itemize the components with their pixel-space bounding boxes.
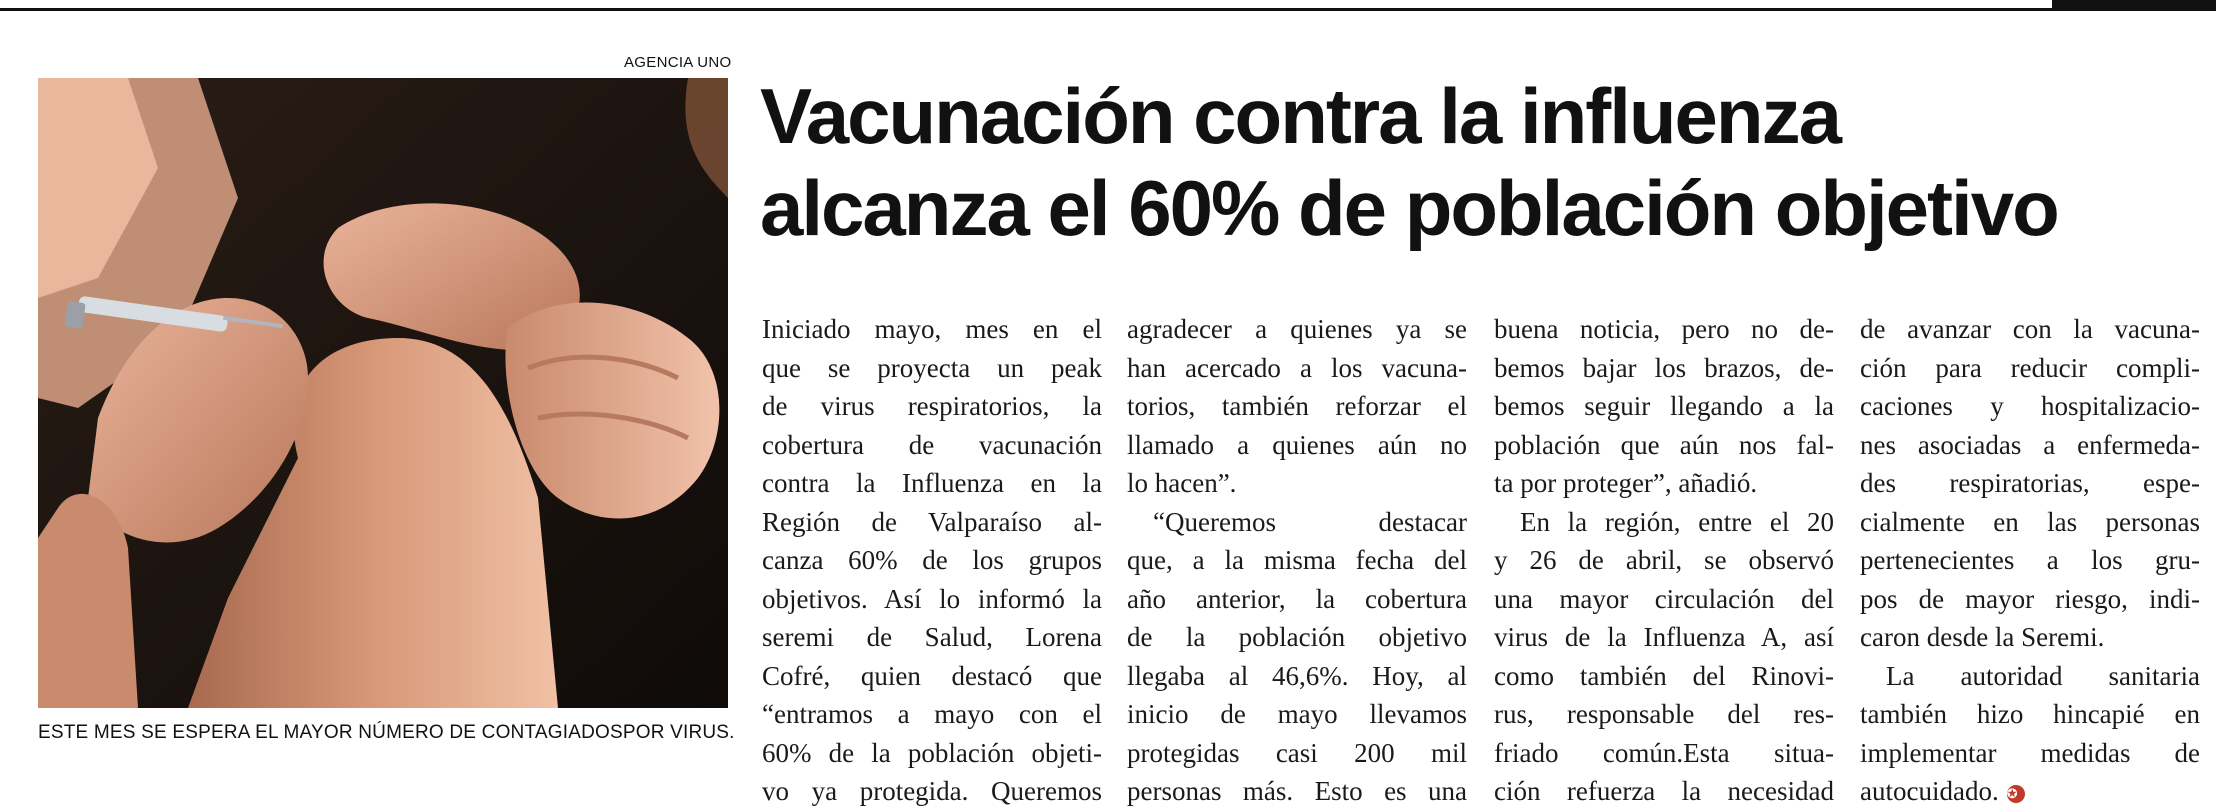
body-line: agradecer a quienes ya se <box>1127 314 1467 344</box>
body-line: que se proyecta un peak <box>762 352 1102 383</box>
body-column-4 <box>1860 310 2200 811</box>
headline-line: Vacunación contra la influenza <box>760 72 1840 160</box>
body-line: canza 60% de los grupos <box>762 545 1102 575</box>
body-line: caron desde la Seremi. <box>1860 622 2105 652</box>
body-line: cialmente en las personas <box>1860 506 2200 537</box>
body-line: protegidas casi 200 mil <box>1127 737 1467 768</box>
body-line: contra la Influenza en la <box>762 468 1102 498</box>
body-line: implementar medidas de <box>1860 737 2200 768</box>
top-rule <box>0 8 2216 11</box>
body-line: ción para reducir compli- <box>1860 352 2200 383</box>
body-line: de avanzar con la vacuna- <box>1860 314 2200 344</box>
body-line: objetivos. Así lo informó la <box>762 583 1102 614</box>
body-line: “Queremos destacar <box>1153 506 1467 537</box>
body-line: virus de la Influenza A, así <box>1494 622 1834 652</box>
end-of-article-icon: ✪ <box>2007 785 2025 803</box>
body-line: Región de Valparaíso al- <box>762 506 1102 537</box>
body-line: seremi de Salud, Lorena <box>762 622 1102 652</box>
body-line: torios, también reforzar el <box>1127 391 1467 421</box>
body-line: pertenecientes a los gru- <box>1860 545 2200 575</box>
body-line: La autoridad sanitaria <box>1886 660 2200 691</box>
body-line: des respiratorias, espe- <box>1860 468 2200 498</box>
headline <box>760 70 2200 254</box>
body-line: ta por proteger”, añadió. <box>1494 468 1758 498</box>
body-line: En la región, entre el 20 <box>1520 506 1834 537</box>
body-line-text: autocuidado. <box>1860 776 1999 806</box>
body-column-1 <box>762 310 1102 811</box>
body-column-2 <box>1127 310 1467 811</box>
body-line: Iniciado mayo, mes en el <box>762 314 1102 344</box>
body-line: personas más. Esto es una <box>1127 776 1467 806</box>
body-line: bemos bajar los brazos, de- <box>1494 352 1834 383</box>
body-line: 60% de la población objeti- <box>762 737 1102 768</box>
body-line: inicio de mayo llevamos <box>1127 699 1467 729</box>
body-line: año anterior, la cobertura <box>1127 583 1467 614</box>
headline-line: alcanza el 60% de población objetivo <box>760 164 2058 252</box>
body-line: caciones y hospitalizacio- <box>1860 391 2200 421</box>
body-line: han acercado a los vacuna- <box>1127 352 1467 383</box>
body-line: “entramos a mayo con el <box>762 699 1102 729</box>
body-line: friado común.Esta situa- <box>1494 737 1834 768</box>
body-line: como también del Rinovi- <box>1494 660 1834 691</box>
body-line: Cofré, quien destacó que <box>762 660 1102 691</box>
body-line: ción refuerza la necesidad <box>1494 776 1834 806</box>
photo-caption: ESTE MES SE ESPERA EL MAYOR NÚMERO DE CONTAGIADOSPOR VIRUS. <box>38 722 735 743</box>
body-line: de virus respiratorios, la <box>762 391 1102 421</box>
body-line: que, a la misma fecha del <box>1127 545 1467 575</box>
body-line: también hizo hincapié en <box>1860 699 2200 729</box>
vaccination-photo <box>38 78 728 708</box>
body-line: de la población objetivo <box>1127 622 1467 652</box>
body-line: bemos seguir llegando a la <box>1494 391 1834 421</box>
body-line: llegaba al 46,6%. Hoy, al <box>1127 660 1467 691</box>
body-line: lo hacen”. <box>1127 468 1237 498</box>
body-line: nes asociadas a enfermeda- <box>1860 429 2200 460</box>
body-column-3 <box>1494 310 1834 811</box>
body-line: una mayor circulación del <box>1494 583 1834 614</box>
body-line: llamado a quienes aún no <box>1127 429 1467 460</box>
body-line: cobertura de vacunación <box>762 429 1102 460</box>
body-line: población que aún nos fal- <box>1494 429 1834 460</box>
body-line: vo ya protegida. Queremos <box>762 776 1102 806</box>
body-line: y 26 de abril, se observó <box>1494 545 1834 575</box>
top-section-marker <box>2052 0 2216 11</box>
body-line: rus, responsable del res- <box>1494 699 1834 729</box>
body-line: buena noticia, pero no de- <box>1494 314 1834 344</box>
photo-credit: AGENCIA UNO <box>624 54 732 71</box>
body-line-last <box>1860 772 2200 811</box>
vaccination-photo-illustration <box>38 78 728 708</box>
body-line: pos de mayor riesgo, indi- <box>1860 583 2200 614</box>
